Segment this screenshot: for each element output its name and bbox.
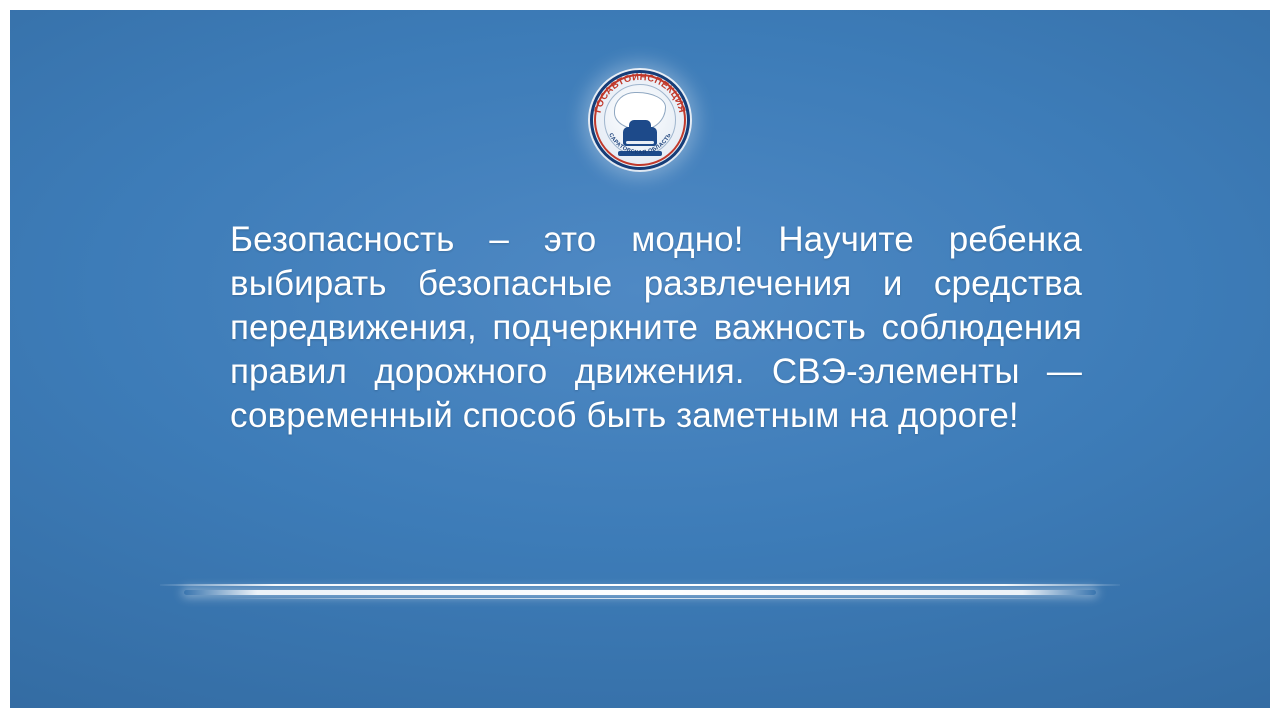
svg-text:ГОСАВТОИНСПЕКЦИЯ [593,72,688,114]
divider-line-main [184,590,1096,595]
divider-line-bottom [220,598,1060,599]
emblem-arc-top-label: ГОСАВТОИНСПЕКЦИЯ [592,71,688,115]
decorative-divider [160,581,1120,603]
emblem-arc-bottom-label: САРАТОВСКАЯ ОБЛАСТЬ [607,132,673,157]
slide-body-text: Безопасность – это модно! Научите ребенка выбирать безопасные развлечения и средства передвижения, подчеркните важность соблюдения правил дорожного движения. СВЭ-элементы — современный способ быть заметным на дороге! [230,220,1082,435]
gosavtoinspekciya-emblem-icon [588,68,692,172]
emblem-container [10,68,1270,172]
slide-background [10,10,1270,708]
emblem-arc-text [588,68,692,172]
svg-text:САРАТОВСКАЯ ОБЛАСТЬ [607,132,672,156]
divider-line-top [160,584,1120,586]
